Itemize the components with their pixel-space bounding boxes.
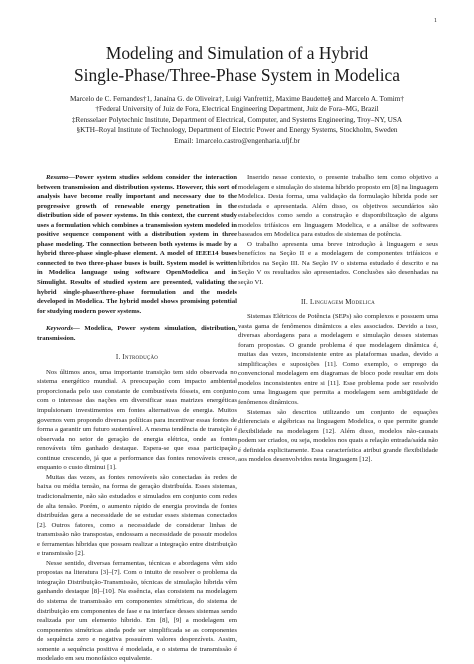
intro-paragraph-3: Nesse sentido, diversas ferramentas, técnicas e abordagens vêm sido propostas na literatura [3]–[7]. Com o intuito de resolver o problema da integração Distribuição-Transmissão, técnicas de simulação híbrida vêm ganhando destaque [8]–[10]. Na essência, elas consistem na modelagem do sistema de transmissão em componentes simétricas, do sistema de distribuição em componentes de fase e na interface desses sistemas sendo realizada por um elemento híbrido. Em [8], [9] a modelagem em componentes simétricas ainda pode ser simplificada se as componentes de sequência zero e negativa possuírem valores desprezíveis. Assim, somente a sequência positiva é modelada, e o sistema de transmissão é modelado em seu monofásico equivalente. bbox=[37, 559, 237, 663]
paper-title bbox=[40, 42, 434, 86]
title-line-2: Single-Phase/Three-Phase System in Modelica bbox=[73, 65, 400, 85]
section-heading-introduction: I. Introdução bbox=[115, 353, 159, 362]
abstract-lead: Resumo bbox=[46, 174, 69, 181]
contact-email: Email: 1marcelo.castro@engenharia.ufjf.br bbox=[174, 136, 300, 145]
intro-paragraph-1: Nos últimos anos, uma importante transição tem sido observada no sistema energético mundial. A preocupação com impacto ambiental proporcionada pelo uso constante de combustíveis fósseis, em conjunto com o interesse das nações em diversificar suas matrizes energéticas impulsionam investimentos em fontes alternativas de energia. Muitos governos vem propondo diversas políticas para incentivar essas fontes de forma a garantir um futuro sustentável. A mesma tendência de transição é observada no setor de geração de energia elétrica, onde as fontes renováveis têm ganhado destaque. Espera-se que essa participação continue crescendo, já que a performance das fontes renováveis cresce, enquanto o custo diminui [1]. bbox=[37, 368, 237, 472]
keywords-lead: Keywords bbox=[46, 325, 73, 333]
right-column bbox=[238, 173, 438, 465]
keywords-text: — Modelica, Power system simulation, distribution, transmission. bbox=[37, 325, 237, 342]
section-heading-modelica: II. Linguagem Modelica bbox=[301, 297, 375, 306]
left-column bbox=[37, 173, 237, 664]
page-number: 1 bbox=[434, 18, 437, 24]
abstract bbox=[37, 173, 237, 316]
affiliation-rpi: ‡Rensselaer Polytechnic Institute, Department of Electrical, Computer, and Systems Engineering, Troy–NY, USA bbox=[71, 115, 403, 124]
intro-paragraph-2: Muitas das vezes, as fontes renováveis são conectadas às redes de baixa ou média tensão, na forma de geração distribuída. Esses sistemas, tradicionalmente, não são estudados e simulados em conjunto com redes de alta tensão. Porém, o aumento rápido de energia provinda de fontes distribuídas gera a necessidade de se estudar esses sistemas conectados [2]. Outros fatores, como a necessidade de considerar linhas de transmissão não transpostas, endossam a necessidade de possuir modelos e ferramentas híbridas que possam realizar a integração entre distribuição e transmissão [2]. bbox=[37, 473, 237, 558]
title-line-1: Modeling and Simulation of a Hybrid bbox=[105, 43, 369, 63]
intro-paragraph-5: O trabalho apresenta uma breve introdução à linguagem e seus benefícios na Seção II e a modelagem de componentes trifásicos e híbridos na Seção III. Na Seção IV o sistema estudado é descrito e na Seção V os resultados são apresentados. Conclusões são desenhadas na seção VI. bbox=[238, 240, 438, 287]
keywords bbox=[37, 324, 237, 343]
author-list: Marcelo de C. Fernandes†1, Janaína G. de Oliveira†, Luigi Vanfretti‡, Maxime Baudette§ and Marcelo A. Tomim† bbox=[69, 95, 405, 103]
modelica-paragraph-1: Sistemas Elétricos de Potência (SEPs) são complexos e possuem uma vasta gama de fenômenos dinâmicos a eles associados. Devido a isso, diversas abordagens para a modelagem e simulação desses sistemas foram propostas. O grande problema é que modelagem dinâmica é, muitas das vezes, inconsistente entre as plataformas usadas, devido a simplificações e suposições [11]. Como exemplo, o emprego da convencional modelagem em diagramas de bloco pode resultar em dois modelos inconsistentes entre si [11]. Esse problema pode ser resolvido com uma linguagem que permita a modelagem sem ambigüidade de fenômenos dinâmicos. bbox=[238, 313, 438, 407]
author-block bbox=[30, 94, 444, 146]
affiliation-kth: §KTH–Royal Institute of Technology, Department of Electric Power and Energy Systems, Stockholm, Sweden bbox=[76, 126, 398, 135]
intro-paragraph-4: Inserido nesse contexto, o presente trabalho tem como objetivo a modelagem e simulação do sistema híbrido proposto em [8] na linguagem Modelica. Desta forma, uma validação da formulação híbrida pode ser estudada e apresentada. Além disso, os objetivos secundários são estabelecidos como sendo a construção e disponibilização de alguns modelos trifásicos em linguagem Modelica, e a análise de softwares baseados em Modelica para estudos de sistemas de potência. bbox=[238, 174, 438, 239]
abstract-text: —Power system studies seldom consider the interaction between transmission and distribution systems. However, this sort of analysis have become really important and necessary due to the progressive growth of renewable energy penetration in the distribution side of power systems. In this context, the current study uses a formulation which combines a transmission system modeled in positive sequence component with a distribution system in three phase modeling. The connection between both systems is made by a hybrid three-phase single-phase element. A model of IEEE14 buses connected to two three-phase buses is built. System model is written in Modelica language using software OpenModelica and in Simulight. Results of studied system are presented, validating the hybrid single-phase/three-phase formulation and the models developed in Modelica. The hybrid model shows promising potential for studying modern power systems. bbox=[37, 174, 237, 315]
affiliation-ufjf: †Federal University of Juiz de Fora, Electrical Engineering Department, Juiz de Fora–MG, Brazil bbox=[95, 105, 379, 114]
modelica-paragraph-2: Sistemas são descritos utilizando um conjunto de equações diferenciais e algébricas na linguagem Modelica, o que permite grande flexibilidade na modelagem [12]. Além disso, modelos não-causais podem ser criados, ou seja, modelos nos quais a relação entrada/saída não é definida explicitamente. Essa característica atribui grande flexibilidade aos modelos desenvolvidos nesta linguagem [12]. bbox=[238, 408, 438, 464]
